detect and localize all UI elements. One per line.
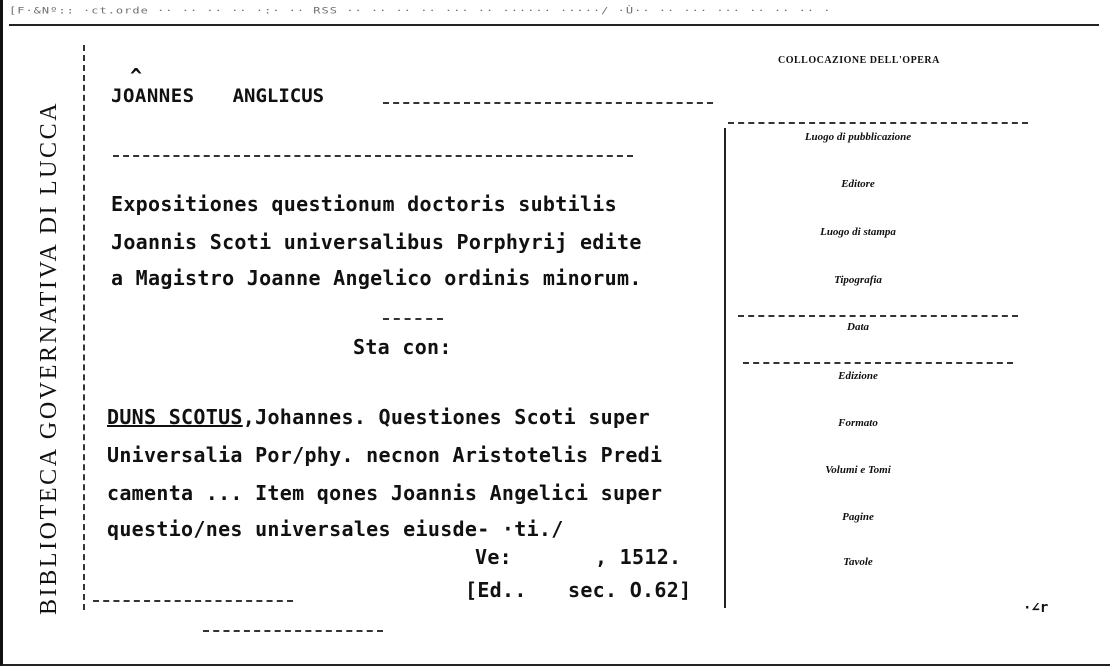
shelfmark-part-a: [Ed.. [465, 578, 527, 602]
library-name: BIBLIOTECA GOVERNATIVA DI LUCCA [36, 100, 62, 615]
left-margin-rule [83, 45, 85, 610]
field-data: Data [847, 321, 869, 333]
title-line-2: Joannis Scoti universalibus Porphyrij edite [111, 230, 642, 254]
bound-with-line-1: DUNS SCOTUS,Johannes. Questiones Scoti super [107, 405, 651, 429]
bound-with-author: DUNS SCOTUS [107, 405, 243, 429]
panel-mid-rule-2 [743, 362, 1013, 364]
bound-with-line-4: questio/nes universales eiusde- ·ti./ [107, 517, 564, 541]
imprint-place: Ve: [475, 545, 513, 569]
bound-with-line-3: camenta ... Item qones Joannis Angelici super [107, 481, 663, 505]
bottom-rule-left [93, 600, 293, 602]
shelfmark-part-b: sec. O.62] [568, 578, 692, 602]
bottom-rule-lower [203, 630, 383, 632]
panel-divider [724, 128, 726, 608]
panel-title: COLLOCAZIONE DELL'OPERA [778, 55, 940, 66]
field-tipografia: Tipografia [834, 274, 882, 286]
field-luogo-pubblicazione: Luogo di pubblicazione [804, 131, 912, 143]
title-line-1: Expositiones questionum doctoris subtilis [111, 192, 617, 216]
heading-rule [113, 155, 633, 157]
header-noise-text: [F·&Nº:: ·ct.orde ·· ·· ·· ·· ·:· ·· RSS ·· ·· ·· ·· ··· ·· ······ ·····/ ·Ù·· ·· ··· ··· ·· ·· ·· · [9, 6, 832, 16]
field-formato: Formato [838, 417, 878, 429]
author-last-name: ANGLICUS [232, 85, 325, 107]
title-line-3: a Magistro Joanne Angelico ordinis minorum. [111, 266, 642, 290]
author-heading [111, 85, 324, 107]
field-tavole: Tavole [843, 556, 873, 568]
author-first-name: JOANNES [111, 85, 195, 107]
corner-mark: ·∠r [1023, 600, 1049, 616]
author-rule [383, 102, 713, 104]
imprint-year: , 1512. [595, 545, 682, 569]
sta-con-label: Sta con: [353, 335, 452, 359]
field-editore: Editore [841, 178, 875, 190]
short-rule [383, 318, 443, 320]
panel-top-rule [728, 122, 1028, 124]
accent-mark: ^ [130, 64, 143, 88]
field-pagine: Pagine [842, 511, 874, 523]
bound-with-line-2: Universalia Por/phy. necnon Aristotelis Predi [107, 443, 663, 467]
panel-mid-rule-1 [738, 315, 1018, 317]
field-volumi-tomi: Volumi e Tomi [825, 464, 891, 476]
card-top-edge [9, 4, 1099, 26]
field-luogo-stampa: Luogo di stampa [820, 226, 896, 238]
field-edizione: Edizione [838, 370, 878, 382]
